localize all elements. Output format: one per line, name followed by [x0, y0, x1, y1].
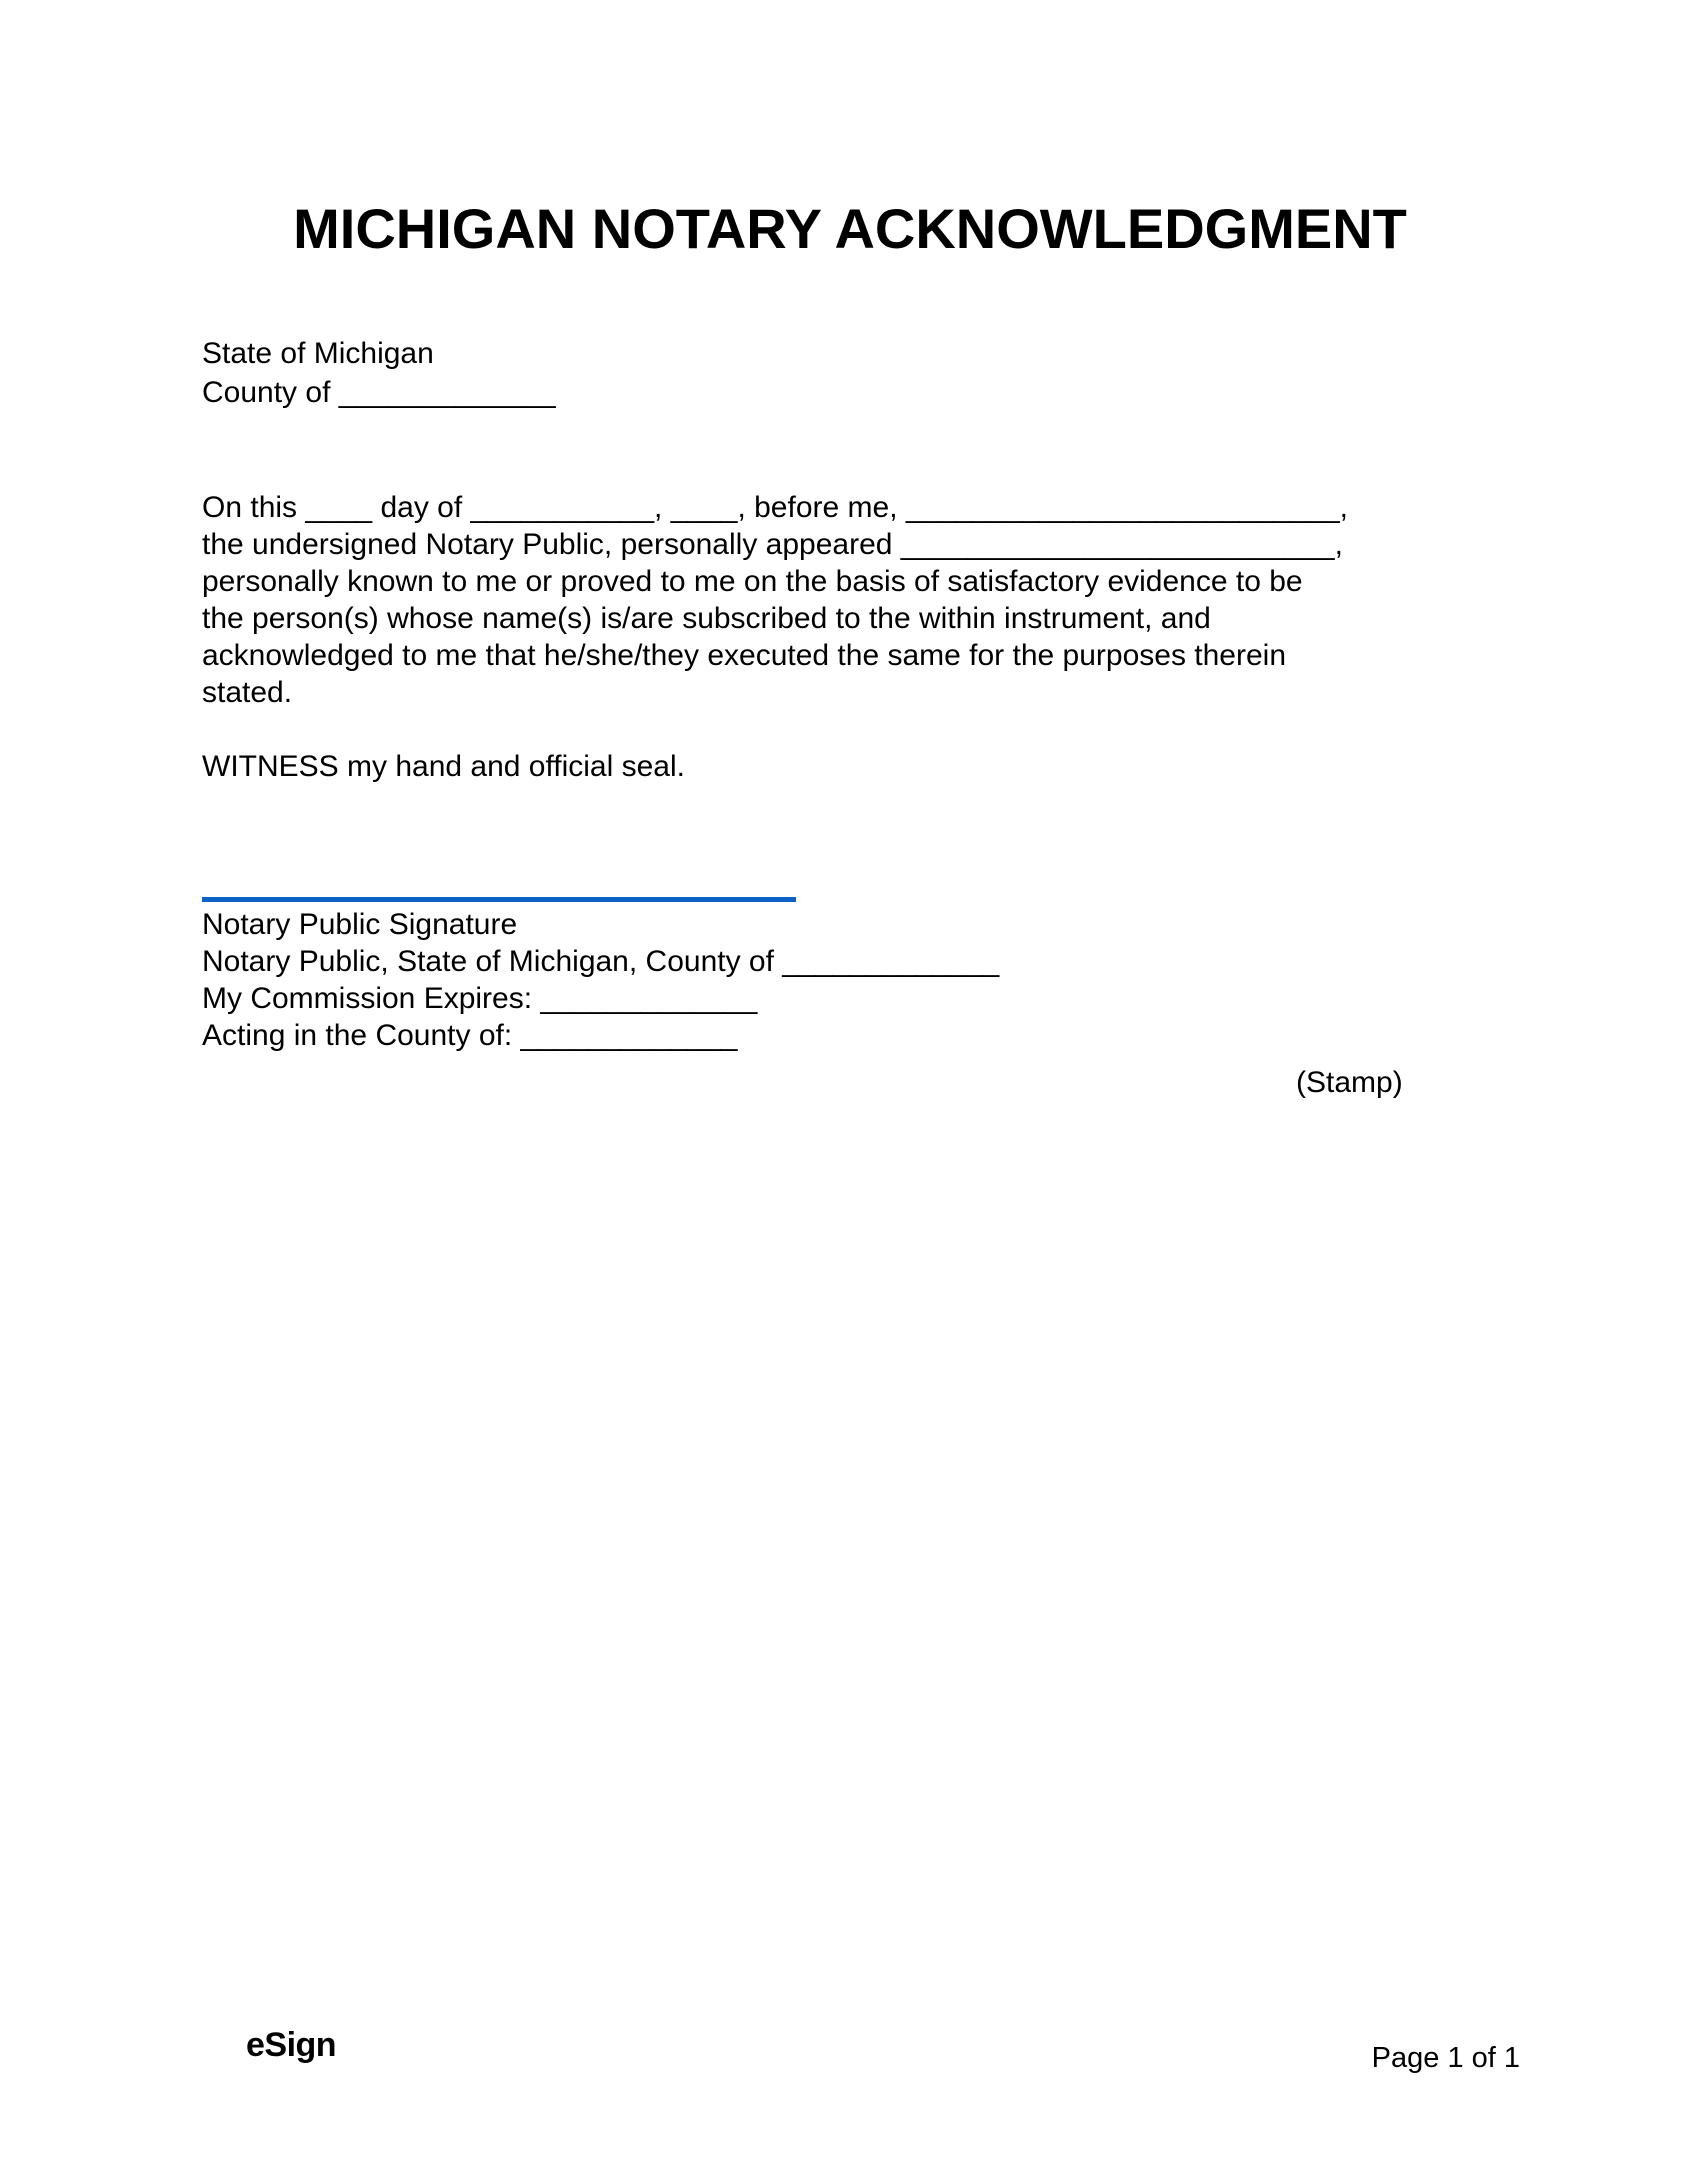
acknowledgment-paragraph	[202, 489, 1348, 711]
signature-label: Notary Public Signature	[202, 908, 518, 941]
paragraph-line-4: the person(s) whose name(s) is/are subscribed to the within instrument, and	[202, 602, 1211, 635]
paragraph-line-2: the undersigned Notary Public, personally appeared __________________________,	[202, 528, 1343, 561]
stamp-label: (Stamp)	[1296, 1066, 1403, 1099]
paragraph-line-6: stated.	[202, 676, 293, 709]
paragraph-line-3: personally known to me or proved to me on the basis of satisfactory evidence to be	[202, 565, 1303, 598]
witness-line: WITNESS my hand and official seal.	[202, 750, 685, 783]
county-blank-line: County of _____________	[202, 376, 556, 409]
notary-signature-line	[202, 897, 796, 902]
acting-county-line: Acting in the County of: _____________	[202, 1019, 738, 1052]
venue-block	[202, 334, 556, 412]
esign-logo: eSign	[246, 2026, 337, 2064]
commission-expires-line: My Commission Expires: _____________	[202, 982, 758, 1015]
signature-block	[202, 906, 999, 1054]
commission-county-line: Notary Public, State of Michigan, County of _____________	[202, 945, 1000, 978]
document-title: MICHIGAN NOTARY ACKNOWLEDGMENT	[293, 197, 1407, 260]
page-indicator: Page 1 of 1	[1371, 2042, 1520, 2074]
state-line: State of Michigan	[202, 337, 434, 370]
paragraph-line-5: acknowledged to me that he/she/they executed the same for the purposes therein	[202, 639, 1287, 672]
paragraph-line-1: On this ____ day of ___________, ____, before me, __________________________,	[202, 491, 1348, 524]
